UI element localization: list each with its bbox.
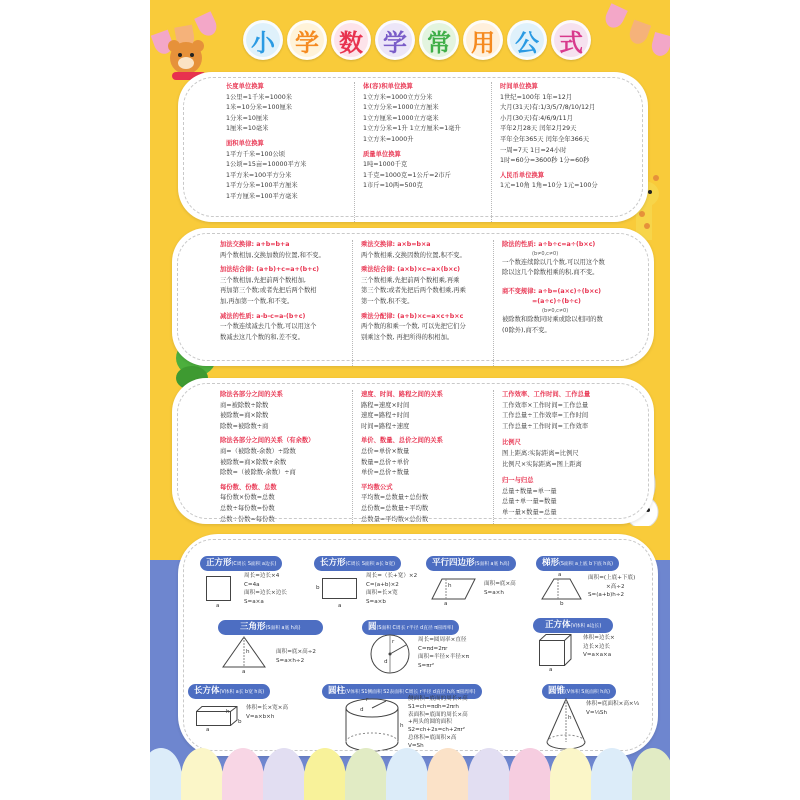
geometry-formulas-panel — [178, 534, 658, 756]
formula-line: 总量÷单一量=数量 — [502, 498, 557, 506]
formula-line: 除以这几个除数相乘的积,商不变。 — [502, 269, 599, 277]
relations-col-1 — [212, 390, 352, 524]
section-heading: 平均数公式 — [361, 483, 393, 491]
formula-line: 1吨=1000千克 — [363, 161, 408, 169]
circle-formula-text: 周长=圆周率×直径 C=πd=2πr 面积=半径×半径×π S=πr² — [418, 637, 469, 669]
formula-line: 时间=路程÷速度 — [361, 422, 410, 430]
formula-line: 除数=（被除数-余数）÷商 — [220, 469, 296, 477]
section-heading: 工作效率、工作时间、工作总量 — [502, 391, 591, 398]
cone-formula-text: 体积=底面积×高×⅓ V=⅓Sh — [586, 701, 640, 716]
formula-line: 三个数相加,先把前两个数相加, — [220, 276, 306, 284]
cube-title-pill: 正方体(V体积 a边长) — [533, 618, 613, 633]
units-conversion-panel — [178, 72, 648, 222]
formula-line: 1立方厘米=1000立方毫米 — [363, 114, 439, 122]
square-formula-text: 周长=边长×4 C=4a 面积=边长×边长 S=a×a — [244, 573, 287, 605]
label-h: h — [246, 649, 250, 655]
condition-note: (b≠0,c≠0) — [542, 307, 569, 314]
formula-line: 1世纪=100年 1年=12月 — [500, 93, 573, 101]
formula-line: 1平方米=100平方分米 — [226, 171, 292, 179]
formula-line: 平年2月28天 闰年2月29天 — [500, 125, 577, 133]
formula-line: 两个数相乘,交换因数的位置,积不变。 — [361, 251, 466, 259]
label-a: a — [216, 603, 220, 609]
title-char: 学 — [287, 20, 327, 60]
scallop-border — [150, 748, 670, 800]
formula-line: 总价=单价×数量 — [361, 447, 410, 455]
formula-line: 被除数和除数同时乘或除以相同的数 — [502, 315, 603, 323]
rectangle-formula — [314, 550, 424, 610]
title-char: 公 — [507, 20, 547, 60]
label-a: a — [444, 601, 448, 607]
formula-line: 三个数相乘,先把前两个数相乘,再乘 — [361, 276, 460, 284]
formula-line: 1分米=10厘米 — [226, 114, 269, 122]
section-heading-continued: =(a÷c)÷(b÷c) — [532, 298, 581, 306]
formula-line: 商=（被除数-余数）÷除数 — [220, 447, 296, 455]
rectangle-title-pill: 长方形(C周长 S面积 a长 b宽) — [314, 556, 401, 571]
square-shape-icon — [206, 576, 232, 602]
formula-line: 工作总量÷工作效率=工作时间 — [502, 412, 589, 420]
formula-line: 大月(31天)有:1/3/5/7/8/10/12月 — [500, 104, 596, 112]
section-heading: 质量单位换算 — [363, 150, 401, 158]
label-a: a — [242, 669, 246, 675]
cuboid-formula — [188, 678, 328, 738]
section-heading: 乘法交换律: a×b=b×a — [361, 241, 431, 248]
parallelogram-formula — [426, 550, 536, 610]
formula-line: 第一个数,积不变。 — [361, 297, 414, 305]
label-b: b — [560, 601, 564, 607]
rectangle-formula-text: 周长=（长+宽）×2 C=(a+b)×2 面积=长×宽 S=a×b — [366, 573, 418, 605]
label-d: d — [384, 659, 388, 665]
cylinder-formula-text: 侧面积=底面的周长×高 S1=ch=πdh=2πrh 表面积=底面的周长×高 +两头的圆的面积 S2=ch+2s=ch+2πr² 总体积=底面积×高 V=Sh — [408, 696, 468, 749]
trapezoid-shape-icon — [542, 578, 582, 600]
formula-line: 一周=7天 1日=24小时 — [500, 146, 567, 154]
cone-formula — [542, 678, 658, 756]
section-heading: 体(容)积单位换算 — [363, 83, 413, 90]
formula-line: 商=被除数÷除数 — [220, 401, 269, 409]
label-a: a — [338, 603, 342, 609]
formula-line: 再加第三个数;或者先把后两个数相 — [220, 287, 317, 295]
label-b: b — [238, 719, 242, 725]
title-char: 数 — [331, 20, 371, 60]
triangle-title-pill: 三角形(S面积 a底 h高) — [218, 620, 323, 635]
label-h: h — [448, 583, 452, 589]
formula-line: 1立方米=1000升 — [363, 135, 414, 143]
circle-shape-icon — [370, 634, 410, 674]
formula-line: 每份数×份数=总数 — [220, 494, 275, 502]
formula-line: 1千克=1000克=1公斤=2市斤 — [363, 171, 451, 179]
label-a: a — [549, 667, 553, 673]
formula-line: 1平方厘米=100平方毫米 — [226, 192, 298, 200]
formula-line: 图上距离:实际距离=比例尺 — [502, 449, 579, 457]
units-col-3 — [491, 82, 628, 222]
triangle-formula — [218, 614, 368, 674]
formula-line: 加,再加第一个数,和不变。 — [220, 297, 294, 305]
formula-line: 工作总量÷工作时间=工作效率 — [502, 422, 589, 430]
rectangle-shape-icon — [322, 578, 358, 600]
cube-formula-text: 体积=边长× 边长×边长 V=a×a×a — [583, 635, 615, 658]
formula-line: 工作效率×工作时间=工作总量 — [502, 401, 589, 409]
formula-line: 小月(30天)有:4/6/9/11月 — [500, 114, 573, 122]
formula-line: (0除外),商不变。 — [502, 326, 551, 334]
relations-col-3 — [493, 390, 634, 524]
laws-col-2 — [352, 240, 493, 366]
formula-line: 总数÷份数=每份数 — [220, 515, 275, 523]
formula-line: 总数量=平均数×总份数 — [361, 515, 429, 523]
section-heading: 加法结合律: (a+b)+c=a+(b+c) — [220, 266, 320, 274]
section-heading: 每份数、份数、总数 — [220, 483, 277, 491]
section-heading: 时间单位换算 — [500, 83, 538, 90]
quantity-relations-panel — [172, 378, 654, 524]
label-a: a — [558, 572, 562, 578]
laws-col-1 — [212, 240, 352, 366]
section-heading: 单价、数量、总价之间的关系 — [361, 437, 443, 445]
square-title-pill: 正方形(C周长 S面积 a边长) — [200, 556, 282, 571]
formula-line: 1平方千米=100公顷 — [226, 150, 286, 158]
label-r: r — [392, 639, 395, 645]
formula-line: 一个数连续减去几个数,可以用这个 — [220, 323, 317, 331]
section-heading: 速度、时间、路程之间的关系 — [361, 391, 443, 398]
parallelogram-shape-icon — [432, 578, 476, 600]
cube-shape-icon — [539, 634, 573, 666]
title-char: 常 — [419, 20, 459, 60]
formula-line: 1立方分米=1升 1立方厘米=1毫升 — [363, 125, 461, 133]
label-r: r — [366, 697, 369, 703]
section-heading: 长度单位换算 — [226, 83, 264, 90]
label-h: h — [400, 723, 404, 729]
formula-line: 别乘这个数, 再把所得的积相加。 — [361, 333, 454, 341]
parallelogram-title-pill: 平行四边形(S面积 a底 h高) — [426, 556, 516, 571]
section-heading: 除法各部分之间的关系（有余数） — [220, 437, 315, 445]
formula-line: 单一量×数量=总量 — [502, 508, 557, 516]
formula-line: 数量=总价÷单价 — [361, 458, 410, 466]
label-a: a — [206, 727, 210, 733]
cone-shape-icon — [546, 698, 586, 752]
title-char: 学 — [375, 20, 415, 60]
section-heading: 减法的性质: a-b-c=a-(b+c) — [220, 312, 306, 320]
formula-line: 一个数连续除以几个数,可以用这个数 — [502, 258, 605, 266]
formula-line: 1公里=1千米=1000米 — [226, 93, 293, 101]
formula-line: 平均数=总数量÷总份数 — [361, 494, 429, 502]
section-heading: 乘法结合律: (a×b)×c=a×(b×c) — [361, 266, 461, 274]
section-heading: 归一与归总 — [502, 477, 534, 485]
relations-col-2 — [352, 390, 493, 524]
formula-line: 单价=总价÷数量 — [361, 469, 410, 477]
formula-line: 总量÷数量=单一量 — [502, 487, 557, 495]
page-title — [243, 20, 591, 60]
bunting-right — [590, 0, 670, 60]
section-heading: 除法各部分之间的关系 — [220, 391, 283, 398]
parallelogram-formula-text: 面积=底×高 S=a×h — [484, 581, 516, 596]
circle-formula — [362, 614, 512, 680]
label-b: b — [316, 585, 320, 591]
cube-formula — [533, 612, 653, 676]
circle-title-pill: 圆(S面积 C周长 r半径 d直径 π圆周率) — [362, 620, 459, 635]
formula-line: 总份数=总数量÷平均数 — [361, 504, 429, 512]
formula-line: 被除数=商×除数+余数 — [220, 458, 287, 466]
trapezoid-formula — [536, 550, 656, 610]
formula-line: 速度=路程÷时间 — [361, 412, 410, 420]
units-col-1 — [218, 82, 354, 222]
arithmetic-laws-panel — [172, 228, 654, 366]
formula-line: 被除数=商×除数 — [220, 412, 269, 420]
section-heading: 人民币单位换算 — [500, 171, 545, 179]
title-char: 式 — [551, 20, 591, 60]
cylinder-shape-icon — [344, 698, 400, 754]
cuboid-shape-icon — [196, 706, 238, 726]
title-char: 小 — [243, 20, 283, 60]
formula-line: 1立方米=1000立方分米 — [363, 93, 433, 101]
section-heading: 商不变规律: a÷b=(a×c)÷(b×c) — [502, 287, 602, 295]
formula-line: 两个数的和乘一个数, 可以先把它们分 — [361, 323, 466, 331]
section-heading: 比例尺 — [502, 439, 521, 447]
triangle-shape-icon — [222, 636, 266, 668]
formula-line: 1市斤=10两=500克 — [363, 182, 423, 190]
label-d: d — [360, 707, 364, 713]
section-heading: 加法交换律: a+b=b+a — [220, 241, 290, 248]
formula-line: 1平方分米=100平方厘米 — [226, 182, 298, 190]
section-heading: 除法的性质: a÷b÷c=a÷(b×c) — [502, 241, 596, 248]
laws-col-3 — [493, 240, 634, 366]
label-h: h — [568, 715, 572, 721]
formula-line: 平年全年365天 闰年全年366天 — [500, 135, 590, 143]
cone-title-pill: 圆锥(V体积 S底面积 h高) — [542, 684, 616, 699]
formula-line: 1米=10分米=100厘米 — [226, 104, 293, 112]
label-h: h — [226, 709, 230, 715]
formula-line: 除数=被除数÷商 — [220, 422, 269, 430]
cuboid-formula-text: 体积=长×宽×高 V=a×b×h — [246, 705, 289, 720]
formula-line: 两个数相加,交换加数的位置,和不变。 — [220, 251, 325, 259]
title-char: 用 — [463, 20, 503, 60]
triangle-formula-text: 面积=底×高÷2 S=a×h÷2 — [276, 649, 316, 664]
poster — [150, 0, 670, 800]
formula-line: 1元=10角 1角=10分 1元=100分 — [500, 182, 598, 190]
formula-line: 数减去这几个数的和,差不变。 — [220, 333, 304, 341]
trapezoid-title-pill: 梯形(S面积 a上底 b下底 h高) — [536, 556, 619, 571]
square-formula — [200, 550, 320, 610]
formula-line: 第三个数;或者先把后两个数相乘,再乘 — [361, 287, 466, 295]
section-heading: 面积单位换算 — [226, 139, 264, 147]
cuboid-title-pill: 长方体(V体积 a长 b宽 h高) — [188, 684, 270, 699]
formula-line: 总数÷每份数=份数 — [220, 504, 275, 512]
formula-line: 比例尺×实际距离=图上距离 — [502, 460, 582, 468]
cylinder-title-pill: 圆柱(V体积 S1侧面积 S2表面积 C周长 r半径 d直径 h高 π圆周率) — [322, 684, 482, 699]
trapezoid-formula-text: 面积=(上底+下底) ×高÷2 S=(a+b)h÷2 — [588, 575, 636, 598]
formula-line: 1厘米=10毫米 — [226, 125, 269, 133]
formula-line: 1时=60分=3600秒 1分=60秒 — [500, 157, 590, 165]
cylinder-formula — [322, 678, 562, 756]
formula-line: 1公顷=15亩=10000平方米 — [226, 161, 307, 169]
formula-line: 1立方分米=1000立方厘米 — [363, 104, 439, 112]
units-col-2 — [354, 82, 491, 222]
formula-line: 路程=速度×时间 — [361, 401, 410, 409]
section-heading: 乘法分配律: (a+b)×c=a×c+b×c — [361, 312, 464, 320]
condition-note: (b≠0,c≠0) — [532, 250, 559, 257]
